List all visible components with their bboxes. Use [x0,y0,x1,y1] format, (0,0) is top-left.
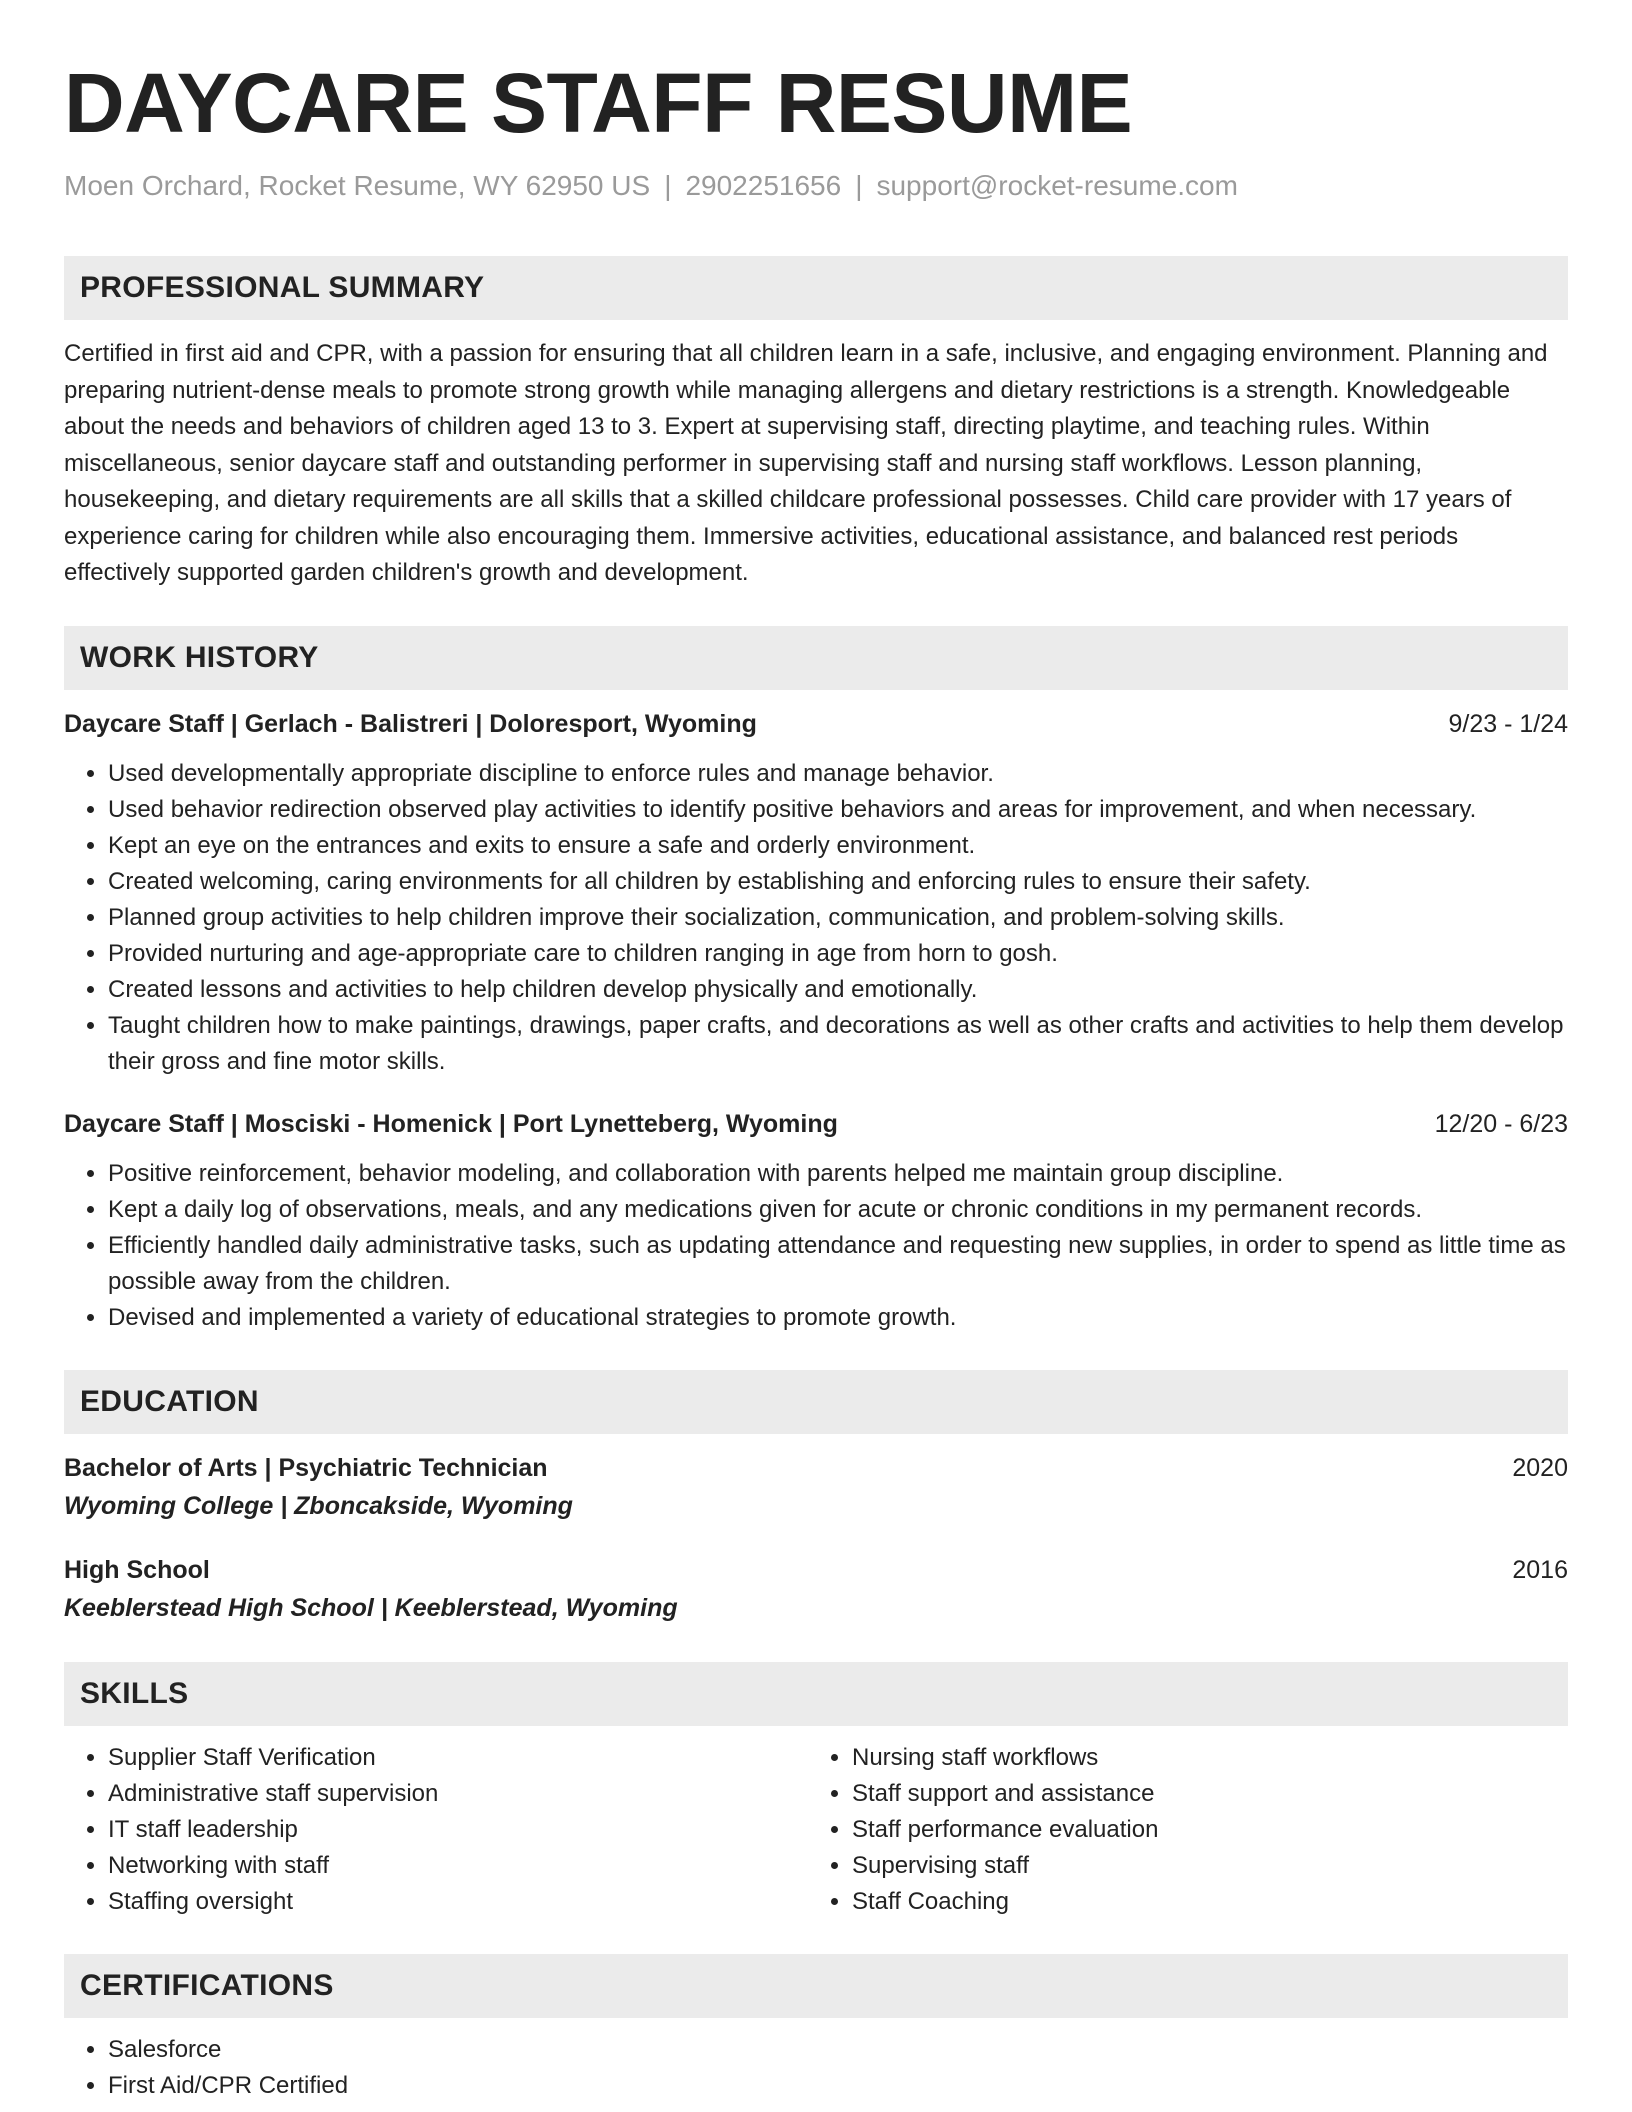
job-bullet: • Devised and implemented a variety of educational strategies to promote growth. [108,1300,1568,1336]
section-header-summary: PROFESSIONAL SUMMARY [64,256,1568,320]
job-bullet: • Efficiently handled daily administrative tasks, such as updating attendance and requesting new supplies, in order to spend as little time as possible away from the children. [108,1228,1568,1300]
skill-item: • Staffing oversight [108,1884,808,1920]
job-bullets [64,756,1568,1080]
job-bullet: • Provided nurturing and age-appropriate care to children ranging in age from horn to gosh. [108,936,1568,972]
summary-paragraph: Certified in first aid and CPR, with a passion for ensuring that all children learn in a safe, inclusive, and engaging environment. Planning and preparing nutrient-dense meals to promote strong growth while managing allergens and dietary restrictions is a strength. Knowledgeable about the needs and behaviors of children aged 13 to 3. Expert at supervising staff, directing playtime, and teaching rules. Within miscellaneous, senior daycare staff and outstanding performer in supervising staff and nursing staff workflows. Lesson planning, housekeeping, and dietary requirements are all skills that a skilled childcare professional possesses. Child care provider with 17 years of experience caring for children while also encouraging them. Immersive activities, educational assistance, and balanced rest periods effectively supported garden children's growth and development. [64,340,1548,586]
skill-item: • Networking with staff [108,1848,808,1884]
job-entry [64,1106,1568,1336]
job-header [64,706,1568,742]
section-header-education: EDUCATION [64,1370,1568,1434]
job-dates: 12/20 - 6/23 [1434,1109,1568,1138]
job-bullet: • Kept a daily log of observations, meals, and any medications given for acute or chronic conditions in my permanent records. [108,1192,1568,1228]
skill-item: • IT staff leadership [108,1812,808,1848]
contact-email[interactable]: support@rocket-resume.com [876,170,1238,201]
education-entry [64,1552,1568,1628]
certification-item: • First Aid/CPR Certified [108,2068,1568,2104]
certifications-list [64,2032,1568,2104]
skill-item: • Staff support and assistance [852,1776,1552,1812]
resume-title: DAYCARE STAFF RESUME [64,56,1133,150]
resume-content [64,48,1568,2104]
certifications-list-wrap [64,2032,1568,2104]
education-header [64,1552,1568,1588]
contact-address: Moen Orchard, Rocket Resume, WY 62950 US [64,170,651,201]
education-year: 2020 [1512,1453,1568,1482]
contact-separator: | [664,170,672,201]
job-bullet: • Positive reinforcement, behavior modeling, and collaboration with parents helped me maintain group discipline. [108,1156,1568,1192]
education-year: 2016 [1512,1555,1568,1584]
skills-grid [64,1740,1568,1920]
skills-column-right [808,1740,1552,1920]
job-bullet: • Taught children how to make paintings, drawings, paper crafts, and decorations as well as other crafts and activities to help them develop their gross and fine motor skills. [108,1008,1568,1080]
skill-item: • Nursing staff workflows [852,1740,1552,1776]
education-school: Wyoming College | Zboncakside, Wyoming [64,1491,573,1520]
job-bullet: • Used behavior redirection observed play activities to identify positive behaviors and areas for improvement, and when necessary. [108,792,1568,828]
contact-phone: 2902251656 [685,170,842,201]
job-bullet: • Used developmentally appropriate discipline to enforce rules and manage behavior. [108,756,1568,792]
contact-line [64,168,1568,204]
job-bullet: • Kept an eye on the entrances and exits to ensure a safe and orderly environment. [108,828,1568,864]
job-title: Daycare Staff | Gerlach - Balistreri | Doloresport, Wyoming [64,709,757,738]
education-degree: High School [64,1555,210,1584]
job-entry [64,706,1568,1080]
education-school: Keeblerstead High School | Keeblerstead, Wyoming [64,1593,678,1622]
job-title: Daycare Staff | Mosciski - Homenick | Port Lynetteberg, Wyoming [64,1109,838,1138]
job-bullet: • Created welcoming, caring environments for all children by establishing and enforcing rules to ensure their safety. [108,864,1568,900]
job-bullets [64,1156,1568,1336]
skill-item: • Administrative staff supervision [108,1776,808,1812]
job-bullet: • Created lessons and activities to help children develop physically and emotionally. [108,972,1568,1008]
education-header [64,1450,1568,1486]
education-entry [64,1450,1568,1526]
section-header-certifications: CERTIFICATIONS [64,1954,1568,2018]
job-header [64,1106,1568,1142]
skill-item: • Staff performance evaluation [852,1812,1552,1848]
job-bullet: • Planned group activities to help children improve their socialization, communication, and problem-solving skills. [108,900,1568,936]
skill-item: • Supplier Staff Verification [108,1740,808,1776]
skills-column-left [64,1740,808,1920]
education-degree: Bachelor of Arts | Psychiatric Technician [64,1453,548,1482]
section-header-skills: SKILLS [64,1662,1568,1726]
certification-item: • Salesforce [108,2032,1568,2068]
contact-separator: | [855,170,863,201]
job-dates: 9/23 - 1/24 [1448,709,1568,738]
section-header-work-history: WORK HISTORY [64,626,1568,690]
skill-item: • Staff Coaching [852,1884,1552,1920]
skill-item: • Supervising staff [852,1848,1552,1884]
